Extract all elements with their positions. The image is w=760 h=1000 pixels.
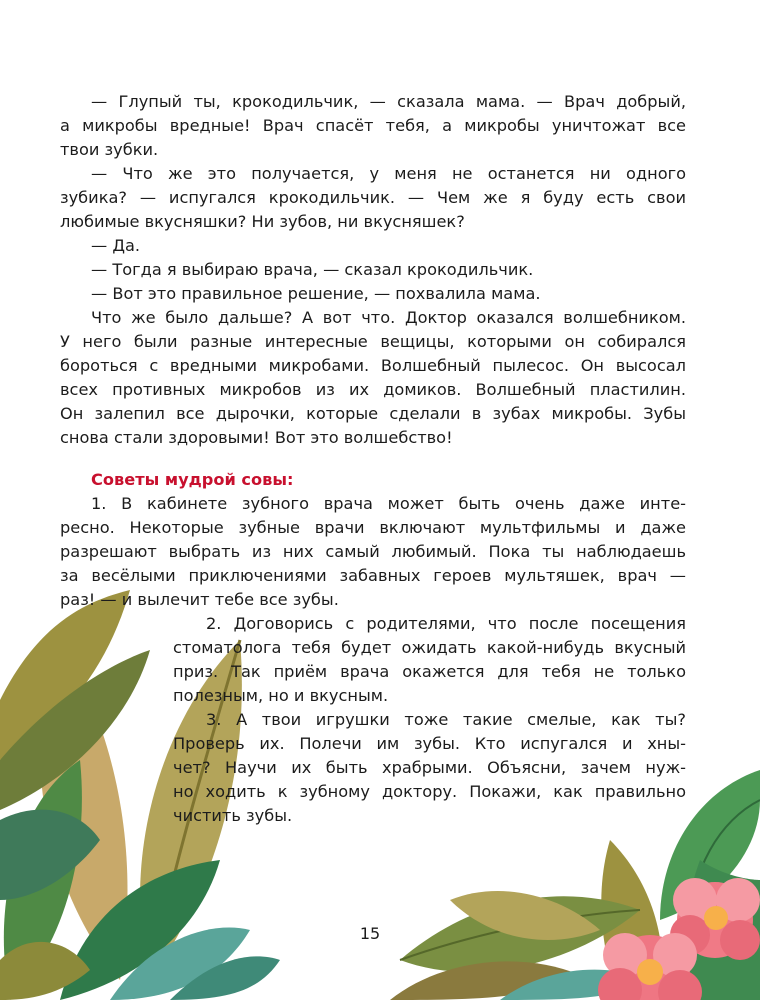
- tip-line: стоматолога тебя будет ожидать какой-нибудь вкусный: [173, 638, 686, 657]
- story-line: — Вот это правильное решение, — похвалила мама.: [91, 284, 541, 303]
- story-line: а микробы вредные! Врач спасёт тебя, а микробы уничтожат все: [60, 116, 686, 135]
- story-line: бороться с вредными микробами. Волшебный пылесос. Он высосал: [60, 356, 686, 375]
- story-line: зубика? — испугался крокодильчик. — Чем же я буду есть свои: [60, 188, 686, 207]
- story-line: Он залепил все дырочки, которые сделали в зубах микробы. Зубы: [60, 404, 686, 423]
- story-line: — Да.: [91, 236, 141, 255]
- tip-line: чистить зубы.: [173, 806, 293, 825]
- tip-line: раз! — и вылечит тебе все зубы.: [60, 590, 339, 609]
- tip-line: 2. Договорись с родителями, что после посещения: [206, 614, 686, 633]
- page-number: 15: [359, 924, 381, 943]
- tip-line: но ходить к зубному доктору. Покажи, как правильно: [173, 782, 686, 801]
- story-line: — Глупый ты, крокодильчик, — сказала мама. — Врач добрый,: [91, 92, 686, 111]
- story-line: твои зубки.: [60, 140, 159, 159]
- story-line: — Что же это получается, у меня не останется ни одного: [91, 164, 686, 183]
- tip-line: 3. А твои игрушки тоже такие смелые, как ты?: [206, 710, 686, 729]
- story-line: снова стали здоровыми! Вот это волшебство!: [60, 428, 453, 447]
- story-line: всех противных микробов из их домиков. Волшебный пластилин.: [60, 380, 686, 399]
- tip-line: ресно. Некоторые зубные врачи включают мультфильмы и даже: [60, 518, 686, 537]
- tips-heading: Советы мудрой совы:: [91, 470, 294, 489]
- tip-line: полезным, но и вкусным.: [173, 686, 389, 705]
- tip-line: за весёлыми приключениями забавных героев мультяшек, врач —: [60, 566, 686, 585]
- story-line: — Тогда я выбираю врача, — сказал крокодильчик.: [91, 260, 534, 279]
- story-line: У него были разные интересные вещицы, которыми он собирался: [60, 332, 686, 351]
- story-line: любимые вкусняшки? Ни зубов, ни вкусняшек?: [60, 212, 465, 231]
- tip-line: Проверь их. Полечи им зубы. Кто испугался и хны-: [173, 734, 686, 753]
- tip-line: чет? Научи их быть храбрыми. Объясни, зачем нуж-: [173, 758, 686, 777]
- tip-line: разрешают выбрать из них самый любимый. Пока ты наблюдаешь: [60, 542, 686, 561]
- story-line: Что же было дальше? А вот что. Доктор оказался волшебником.: [91, 308, 686, 327]
- tip-line: приз. Так приём врача окажется для тебя не только: [173, 662, 686, 681]
- tip-line: 1. В кабинете зубного врача может быть очень даже инте-: [91, 494, 686, 513]
